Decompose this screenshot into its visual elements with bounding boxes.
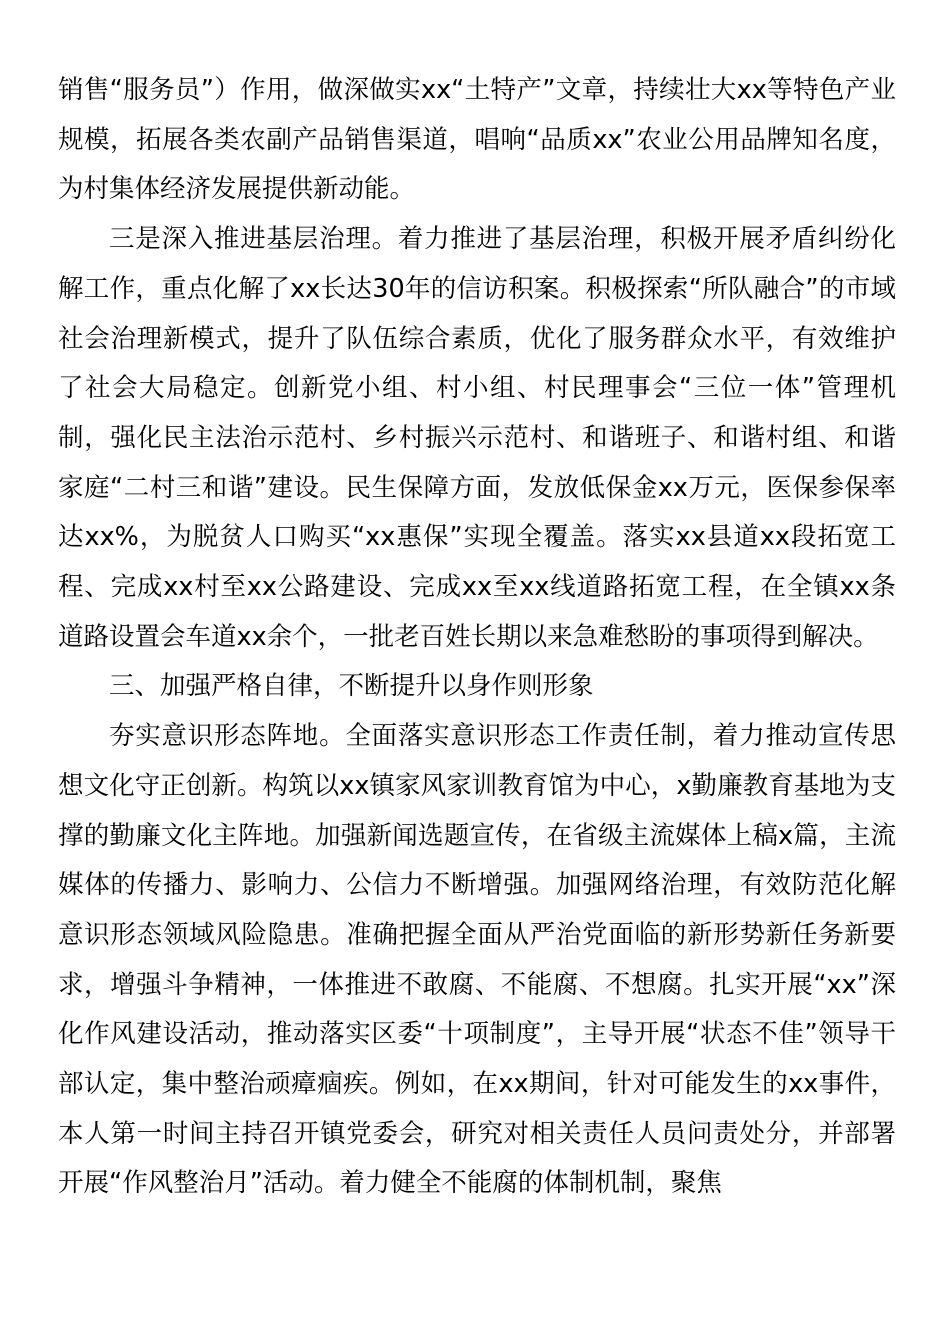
section-heading: 三、加强严格自律，不断提升以身作则形象 [109,671,594,702]
paragraph-ideology: 夯实意识形态阵地。全面落实意识形态工作责任制，着力推动宣传思想文化守正创新。构筑以xx镇家风家训教育馆为中心，x勤廉教育基地为支撑的勤廉文化主阵地。加强新闻选题宣传，在省级主流媒体上稿x篇，主流媒体的传播力、影响力、公信力不断增强。加强网络治理，有效防范化解意识形态领域风险隐患。准确把握全面从严治党面临的新形势新任务新要求，增强斗争精神，一体推进不敢腐、不能腐、不想腐。扎实开展“xx”深化作风建设活动，推动落实区委“十项制度”，主导开展“状态不佳”领导干部认定，集中整治顽瘴痼疾。例如，在xx期间，针对可能发生的xx事件，本人第一时间主持召开镇党委会，研究对相关责任人员问责处分，并部署开展“作风整治月”活动。着力健全不能腐的体制机制，聚焦 [58,721,896,1199]
paragraph-continuation: 销售“服务员”）作用，做深做实xx“土特产”文章，持续壮大xx等特色产业规模，拓展各类农副产品销售渠道，唱响“品质xx”农业公用品牌知名度，为村集体经济发展提供新动能。 [58,75,896,205]
document-page [58,66,896,1209]
paragraph-grassroots-governance: 三是深入推进基层治理。着力推进了基层治理，积极开展矛盾纠纷化解工作，重点化解了xx长达30年的信访积案。积极探索“所队融合”的市域社会治理新模式，提升了队伍综合素质，优化了服务群众水平，有效维护了社会大局稳定。创新党小组、村小组、村民理事会“三位一体”管理机制，强化民主法治示范村、乡村振兴示范村、和谐班子、和谐村组、和谐家庭“二村三和谐”建设。民生保障方面，发放低保金xx万元，医保参保率达xx%，为脱贫人口购买“xx惠保”实现全覆盖。落实xx县道xx段拓宽工程、完成xx村至xx公路建设、完成xx至xx线道路拓宽工程，在全镇xx条道路设置会车道xx余个，一批老百姓长期以来急难愁盼的事项得到解决。 [58,224,896,652]
